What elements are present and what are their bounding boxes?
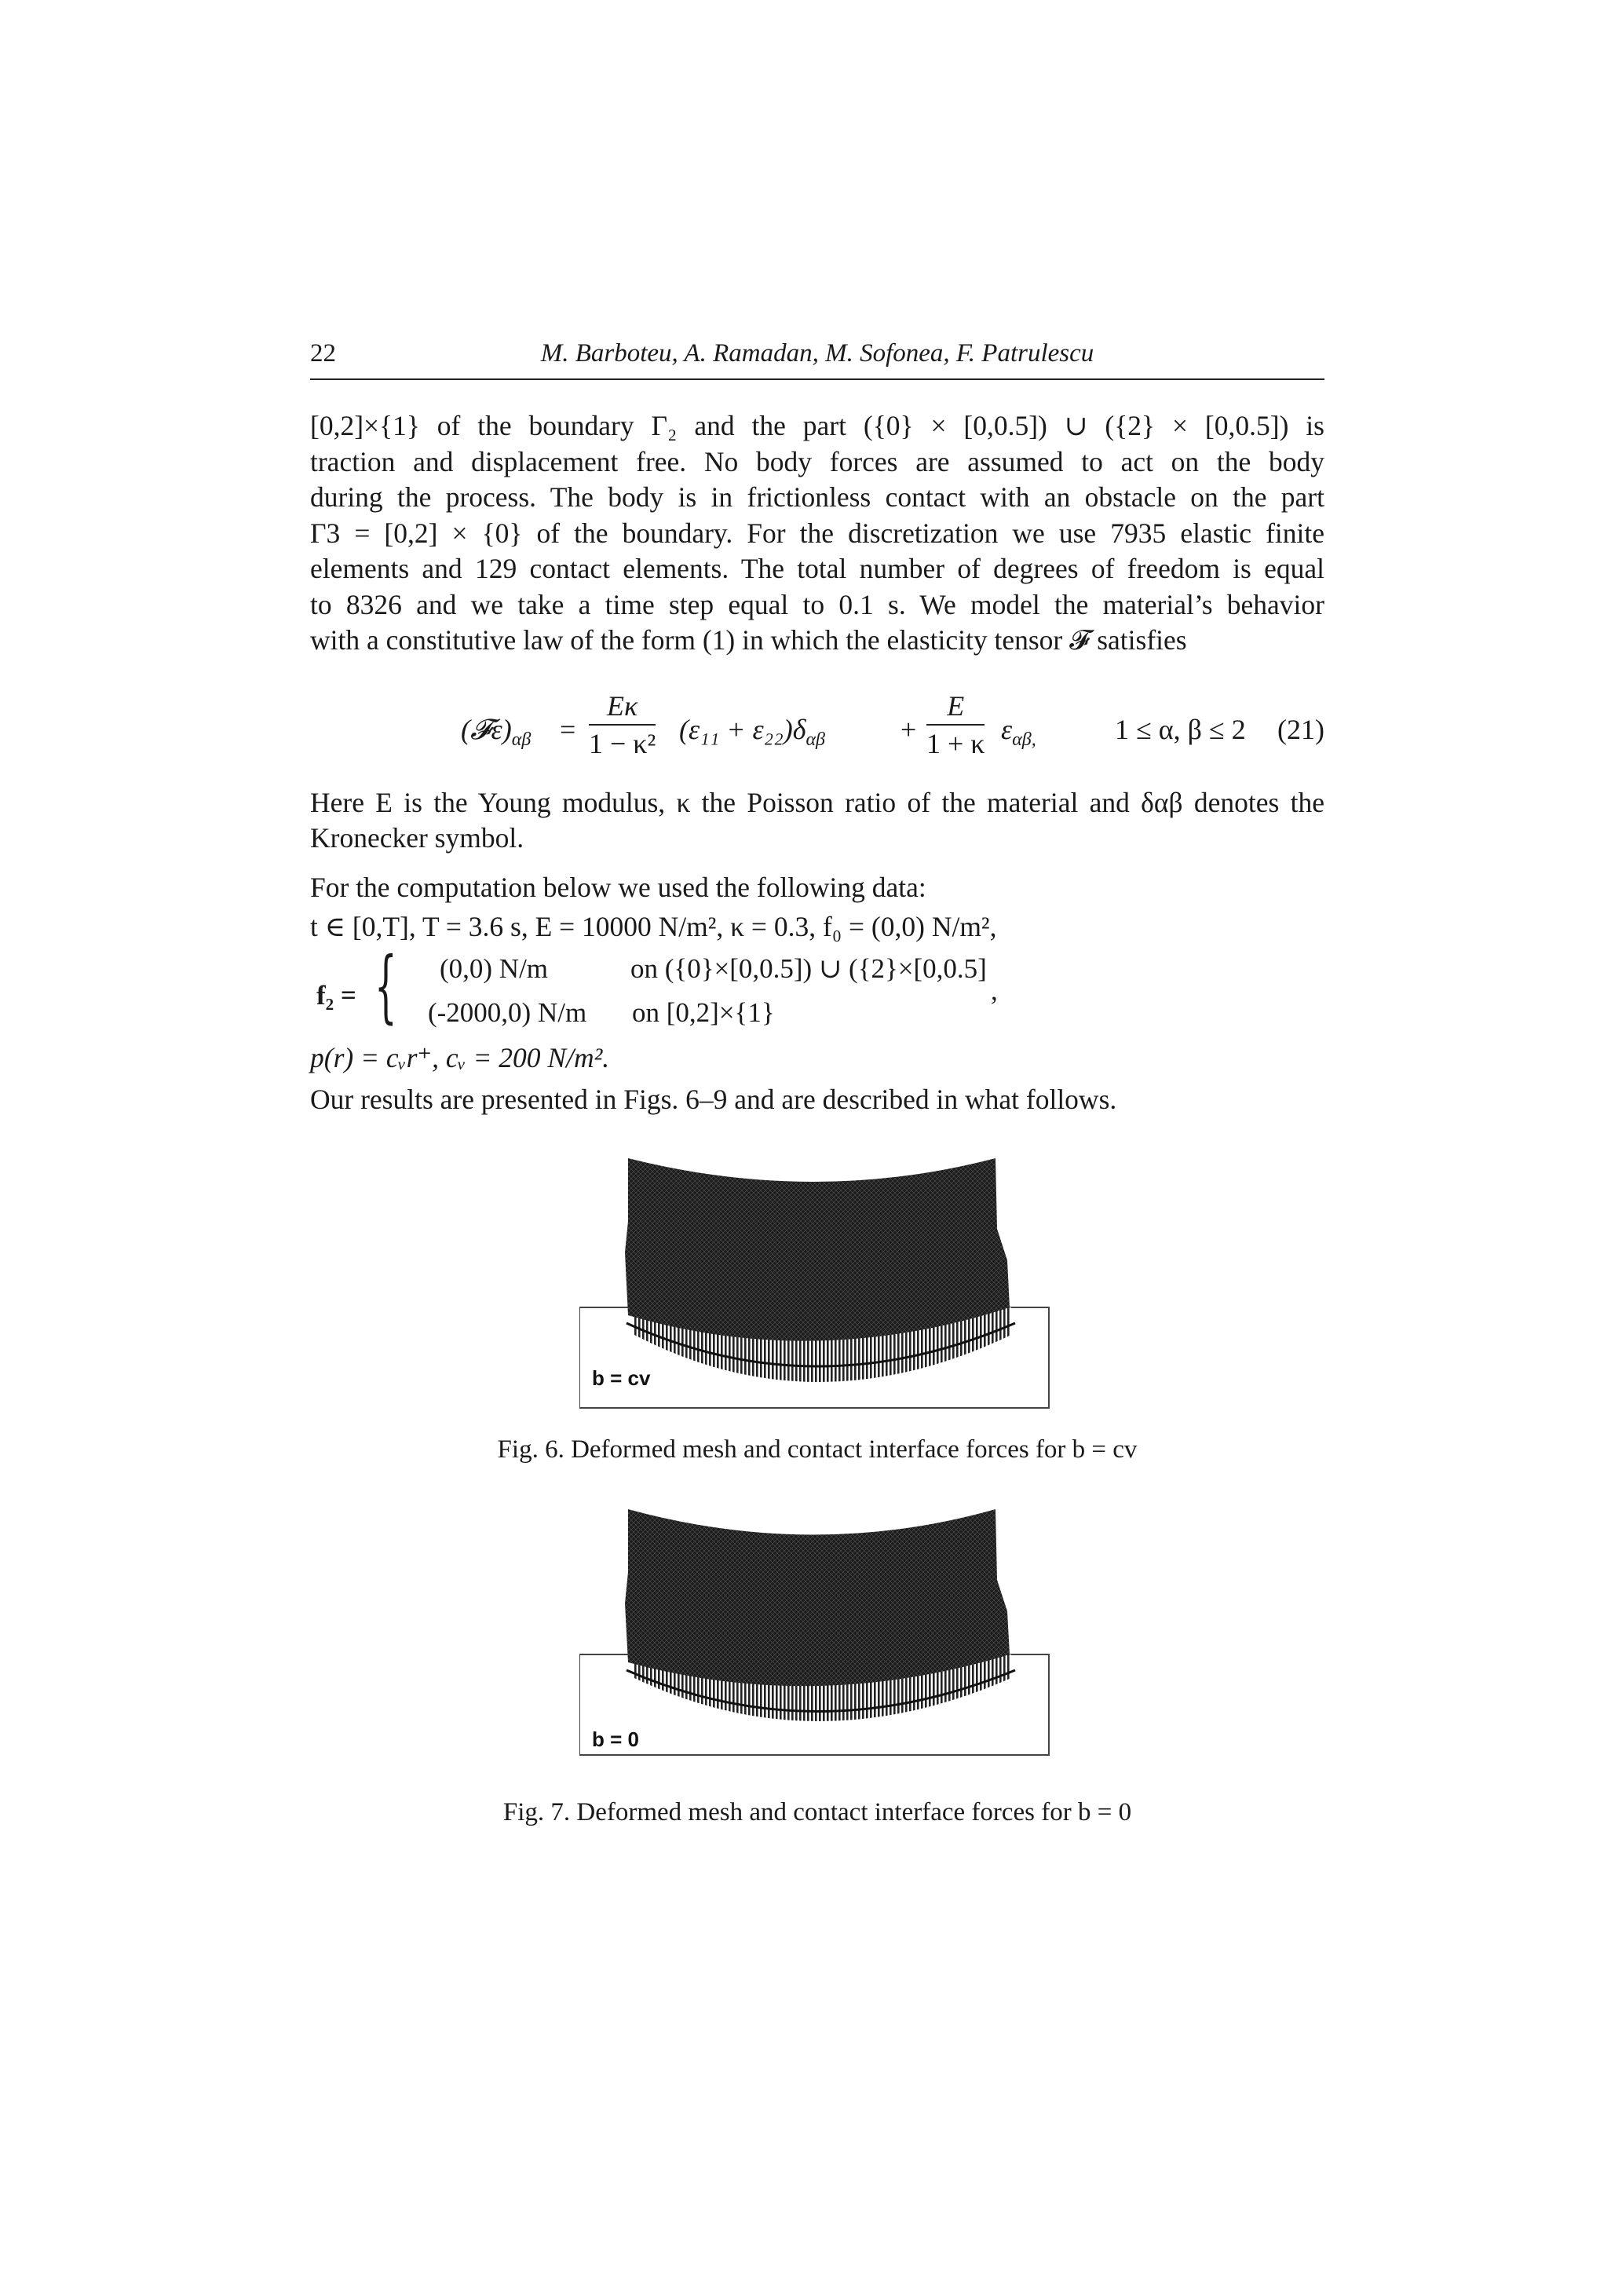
- eq-fraction-1: [589, 689, 656, 760]
- figure-7-caption: Fig. 7. Deformed mesh and contact interface forces for b = 0: [502, 1798, 1132, 1826]
- text-line: p(r) = cᵥr⁺, cᵥ = 200 N/m².: [310, 1042, 610, 1073]
- figure-7-mesh: [579, 1501, 1050, 1760]
- text-line: Here E is the Young modulus, κ the Poisson ratio of the material and δαβ denotes the: [310, 787, 1324, 818]
- page-header: [310, 339, 1324, 378]
- figure-6-caption: Fig. 6. Deformed mesh and contact interface forces for b = cv: [497, 1435, 1138, 1464]
- text-line: Kronecker symbol.: [310, 822, 524, 854]
- text-line: to 8326 and we take a time step equal to 0.1 s. We model the material’s behavior: [310, 588, 1324, 620]
- eq-term-1: $(\varepsilon_{11} + \varepsilon_{22})\delta_{\alpha\beta}$: [679, 714, 825, 751]
- equation-21: [310, 691, 1324, 770]
- eq-term-2: $\varepsilon_{\alpha\beta,}$: [1001, 714, 1036, 751]
- f2-row2-value: (-2000,0) N/m: [428, 997, 587, 1028]
- text-line: [0,2]×{1} of the boundary Γ₂ and the part ({0} × [0,0.5]) ∪ ({2} × [0,0.5]) is: [310, 410, 1324, 441]
- eq-equals: =: [560, 714, 576, 745]
- fraction-numerator: Eκ: [589, 689, 656, 726]
- figure-6-label: b = cv: [592, 1366, 651, 1390]
- text-line: For the computation below we used the following data:: [310, 872, 926, 903]
- fraction-denominator: 1 − κ²: [589, 728, 656, 759]
- text-line: elements and 129 contact elements. The total number of degrees of freedom is equal: [310, 553, 1324, 584]
- piecewise-f2: [310, 940, 1324, 1036]
- equation-number: (21): [1277, 714, 1324, 745]
- paragraph-1: [310, 408, 1324, 659]
- page-number: 22: [310, 339, 336, 367]
- f2-row2-cond: on [0,2]×{1}: [632, 997, 775, 1028]
- eq-plus: +: [901, 714, 917, 745]
- f2-lhs: f₂ =: [316, 980, 356, 1011]
- text-line: during the process. The body is in frictionless contact with an obstacle on the part: [310, 481, 1324, 513]
- left-brace-icon: {: [374, 940, 397, 1032]
- eq-range: 1 ≤ α, β ≤ 2: [1115, 714, 1246, 745]
- deformed-mesh: [625, 1509, 1010, 1686]
- paragraph-2: [310, 785, 1324, 856]
- results-line: [310, 1082, 1324, 1117]
- fraction-denominator: 1 + κ: [926, 728, 985, 759]
- f2-row1-value: (0,0) N/m: [440, 953, 549, 984]
- text-line: Our results are presented in Figs. 6–9 and are described in what follows.: [310, 1084, 1117, 1115]
- text-line: Γ3 = [0,2] × {0} of the boundary. For the discretization we use 7935 elastic finite: [310, 517, 1324, 549]
- running-head: M. Barboteu, A. Ramadan, M. Sofonea, F. Patrulescu: [540, 339, 1094, 367]
- deformed-mesh: [625, 1158, 1010, 1341]
- data-line: [310, 909, 1324, 945]
- f2-row1-cond: on ({0}×[0,0.5]) ∪ ({2}×[0,0.5]: [630, 953, 987, 984]
- p-line: [310, 1040, 1324, 1076]
- header-rule: [310, 378, 1324, 380]
- f2-trailing: ,: [991, 975, 998, 1006]
- fraction-numerator: E: [926, 689, 985, 726]
- figure-7-label: b = 0: [592, 1727, 639, 1751]
- eq-fraction-2: [926, 689, 985, 760]
- text-line: traction and displacement free. No body forces are assumed to act on the body: [310, 445, 1324, 477]
- paragraph-3: [310, 870, 1324, 905]
- text-line: with a constitutive law of the form (1) in which the elasticity tensor 𝓕 satisfies: [310, 624, 1187, 656]
- text-line: t ∈ [0,T], T = 3.6 s, E = 10000 N/m², κ = 0.3, f₀ = (0,0) N/m²,: [310, 911, 997, 942]
- eq-lhs: $(𝓕\varepsilon)_{\alpha\beta}$: [461, 714, 532, 751]
